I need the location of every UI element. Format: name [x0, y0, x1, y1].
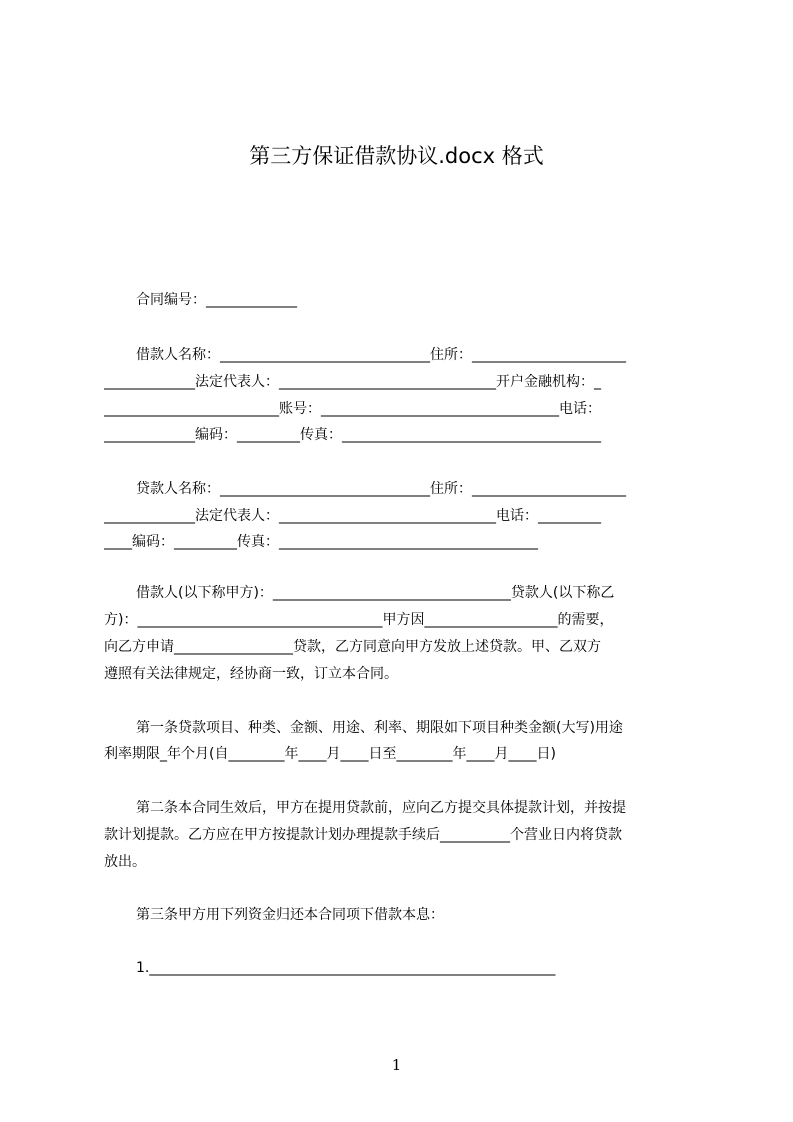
borrower-account-line: _________________________账号：__________________________________电话：	[104, 401, 601, 417]
preamble-line-1: 借款人(以下称甲方)：__________________________________贷款人(以下称乙	[136, 585, 615, 601]
article-1-line-1: 第一条贷款项目、种类、金额、用途、利率、期限如下项目种类金额(大写)用途	[136, 720, 623, 736]
article-2-line-2: 款计划提款。乙方应在甲方按提款计划办理提款手续后__________个营业日内将贷款	[104, 827, 622, 843]
lender-representative-line: _____________法定代表人：_______________________________电话：_________	[104, 508, 601, 524]
article-2-line-1: 第二条本合同生效后，甲方在提用贷款前，应向乙方提交具体提款计划，并按提	[136, 800, 626, 816]
article-1-line-2: 利率期限_年个月(自________年____月____日至________年____月____日)	[104, 746, 556, 762]
preamble-line-2: 方)：___________________________________甲方因___________________的需要，	[104, 612, 614, 628]
preamble-line-4: 遵照有关法律规定，经协商一致，订立本合同。	[104, 666, 398, 682]
lender-code-fax-line: ____编码：_________传真：_____________________________________	[104, 534, 538, 550]
borrower-name-line: 借款人名称：______________________________住所：______________________	[136, 347, 626, 363]
document-title: 第三方保证借款协议.docx 格式	[249, 144, 544, 168]
contract-number-line: 合同编号：_____________	[136, 292, 297, 308]
preamble-line-3: 向乙方申请_________________贷款，乙方同意向甲方发放上述贷款。甲、乙双方	[104, 639, 601, 655]
article-3-line-1: 第三条甲方用下列资金归还本合同项下借款本息：	[136, 907, 444, 923]
lender-name-line: 贷款人名称：______________________________住所：______________________	[136, 481, 626, 497]
borrower-code-fax-line: _____________编码：_________传真：_____________________________________	[104, 427, 601, 443]
article-3-item-1: 1.__________________________________________________________	[136, 960, 556, 976]
article-2-line-3: 放出。	[104, 854, 146, 870]
borrower-representative-line: _____________法定代表人：_______________________________开户金融机构：_	[104, 374, 601, 390]
page-number: 1	[391, 1056, 402, 1074]
